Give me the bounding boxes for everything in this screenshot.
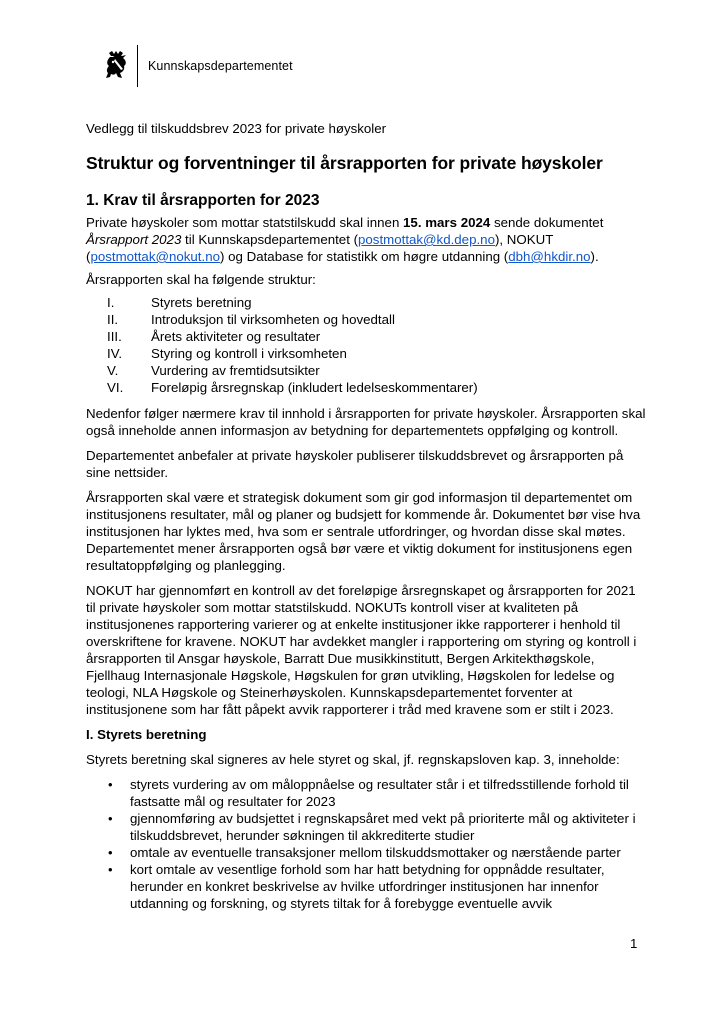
strategic-document-paragraph: Årsrapporten skal være et strategisk dokument som gir god informasjon til departementet om institusjonens resultater, mål og planer og budsjett for kommende år. Dokumentet bør vise hva institusjonen har lyktes med, hva som er sentrale utfordringer, og hvordan disse skal møtes. Departementet mener årsrapporten også bør være et viktig dokument for institusjonens egen resultatoppfølging og planlegging.: [86, 490, 641, 573]
submission-paragraph: [86, 214, 646, 265]
list-item: [86, 810, 646, 844]
structure-label: Styring og kontroll i virksomheten: [151, 346, 347, 361]
structure-number: III.: [107, 329, 122, 344]
document-body: [86, 120, 646, 912]
department-name: Kunnskapsdepartementet: [148, 59, 293, 73]
page-number: 1: [630, 936, 638, 951]
submission-text-1: Private høyskoler som mottar statstilskudd skal innen: [86, 215, 404, 230]
requirements-paragraph: Nedenfor følger nærmere krav til innhold i årsrapporten for private høyskoler. Årsrapporten skal også inneholde annen informasjon av betydning for departementets oppfølging og kontroll.: [86, 406, 646, 438]
document-name: Årsrapport 2023: [86, 232, 182, 247]
structure-item: [86, 362, 646, 379]
letterhead-divider: [137, 45, 138, 87]
structure-label: Årets aktiviteter og resultater: [151, 329, 321, 344]
submission-text-2: sende dokumentet: [490, 215, 604, 230]
bullet-icon: •: [108, 862, 113, 877]
structure-item: [86, 294, 646, 311]
bullet-icon: •: [108, 845, 113, 860]
bullet-icon: •: [108, 777, 113, 792]
structure-label: Introduksjon til virksomheten og hovedtall: [151, 312, 395, 327]
structure-item: [86, 379, 646, 396]
structure-item: [86, 345, 646, 362]
structure-item: [86, 328, 646, 345]
submission-text-3: til Kunnskapsdepartementet (: [181, 232, 359, 247]
list-item: [86, 844, 646, 861]
list-item: [86, 776, 646, 810]
bullet-text: gjennomføring av budsjettet i regnskapsåret med vekt på prioriterte mål og aktiviteter i tilskuddsbrevet, herunder søkningen til akkrediterte studier: [130, 811, 636, 843]
board-report-bullets: [86, 776, 646, 912]
structure-number: II.: [107, 312, 119, 327]
structure-list: [86, 294, 646, 396]
letterhead: [103, 45, 293, 87]
attachment-line: Vedlegg til tilskuddsbrev 2023 for private høyskoler: [86, 121, 387, 136]
structure-number: IV.: [107, 346, 123, 361]
submission-text-4: ), NOKUT (: [86, 232, 554, 264]
email-link-dbh[interactable]: dbh@hkdir.no: [508, 249, 591, 264]
document-title: Struktur og forventninger til årsrapporten for private høyskoler: [86, 153, 603, 173]
section-1-heading: 1. Krav til årsrapporten for 2023: [86, 192, 320, 209]
bullet-text: kort omtale av vesentlige forhold som har hatt betydning for oppnådde resultater, herunder en konkret beskrivelse av hvilke utfordringer institusjonen har innenfor utdanning og forskning, og styrets tiltak for å forebygge eventuelle avvik: [130, 862, 605, 911]
submission-text-5: ) og Database for statistikk om høgre utdanning (: [220, 249, 509, 264]
list-item: [86, 861, 646, 912]
email-link-kd[interactable]: postmottak@kd.dep.no: [358, 232, 495, 247]
structure-item: [86, 311, 646, 328]
structure-number: I.: [107, 295, 115, 310]
section-i-heading: I. Styrets beretning: [86, 727, 207, 742]
nokut-control-paragraph: NOKUT har gjennomført en kontroll av det foreløpige årsregnskapet og årsrapporten for 2021 til private høyskoler som mottar statstilskudd. NOKUTs kontroll viser at kvaliteten på institusjonenes rapportering varierer og at enkelte institusjoner ikke rapporterer i henhold til overskriftene for kravene. NOKUT har avdekket mangler i rapportering om styring og kontroll i årsrapporten til Ansgar høyskole, Barratt Due musikkinstitutt, Bergen Arkitekthøgskole, Fjellhaug Internasjonale Høgskole, Høgskulen for grøn utvikling, Høgskolen for ledelse og teologi, NLA Høgskole og Steinerhøyskolen. Kunnskapsdepartementet forventer at institusjonene som har fått påpekt avvik rapporterer i tråd med kravene som er stilt i 2023.: [86, 583, 637, 717]
submission-text-6: ).: [590, 249, 599, 264]
norwegian-lion-crest-icon: [103, 51, 129, 81]
structure-number: VI.: [107, 380, 124, 395]
email-link-nokut[interactable]: postmottak@nokut.no: [90, 249, 220, 264]
section-i-intro: Styrets beretning skal signeres av hele styret og skal, jf. regnskapsloven kap. 3, inneholde:: [86, 752, 620, 767]
bullet-icon: •: [108, 811, 113, 826]
publish-recommendation-paragraph: Departementet anbefaler at private høyskoler publiserer tilskuddsbrevet og årsrapporten på sine nettsider.: [86, 448, 624, 480]
structure-intro: Årsrapporten skal ha følgende struktur:: [86, 272, 316, 287]
bullet-text: styrets vurdering av om måloppnåelse og resultater står i et tilfredsstillende forhold til fastsatte mål og resultater for 2023: [130, 777, 629, 809]
deadline-date: 15. mars 2024: [403, 215, 491, 230]
structure-label: Vurdering av fremtidsutsikter: [151, 363, 320, 378]
bullet-text: omtale av eventuelle transaksjoner mellom tilskuddsmottaker og nærstående parter: [130, 845, 621, 860]
structure-number: V.: [107, 363, 119, 378]
structure-label: Foreløpig årsregnskap (inkludert ledelseskommentarer): [151, 380, 478, 395]
structure-label: Styrets beretning: [151, 295, 252, 310]
